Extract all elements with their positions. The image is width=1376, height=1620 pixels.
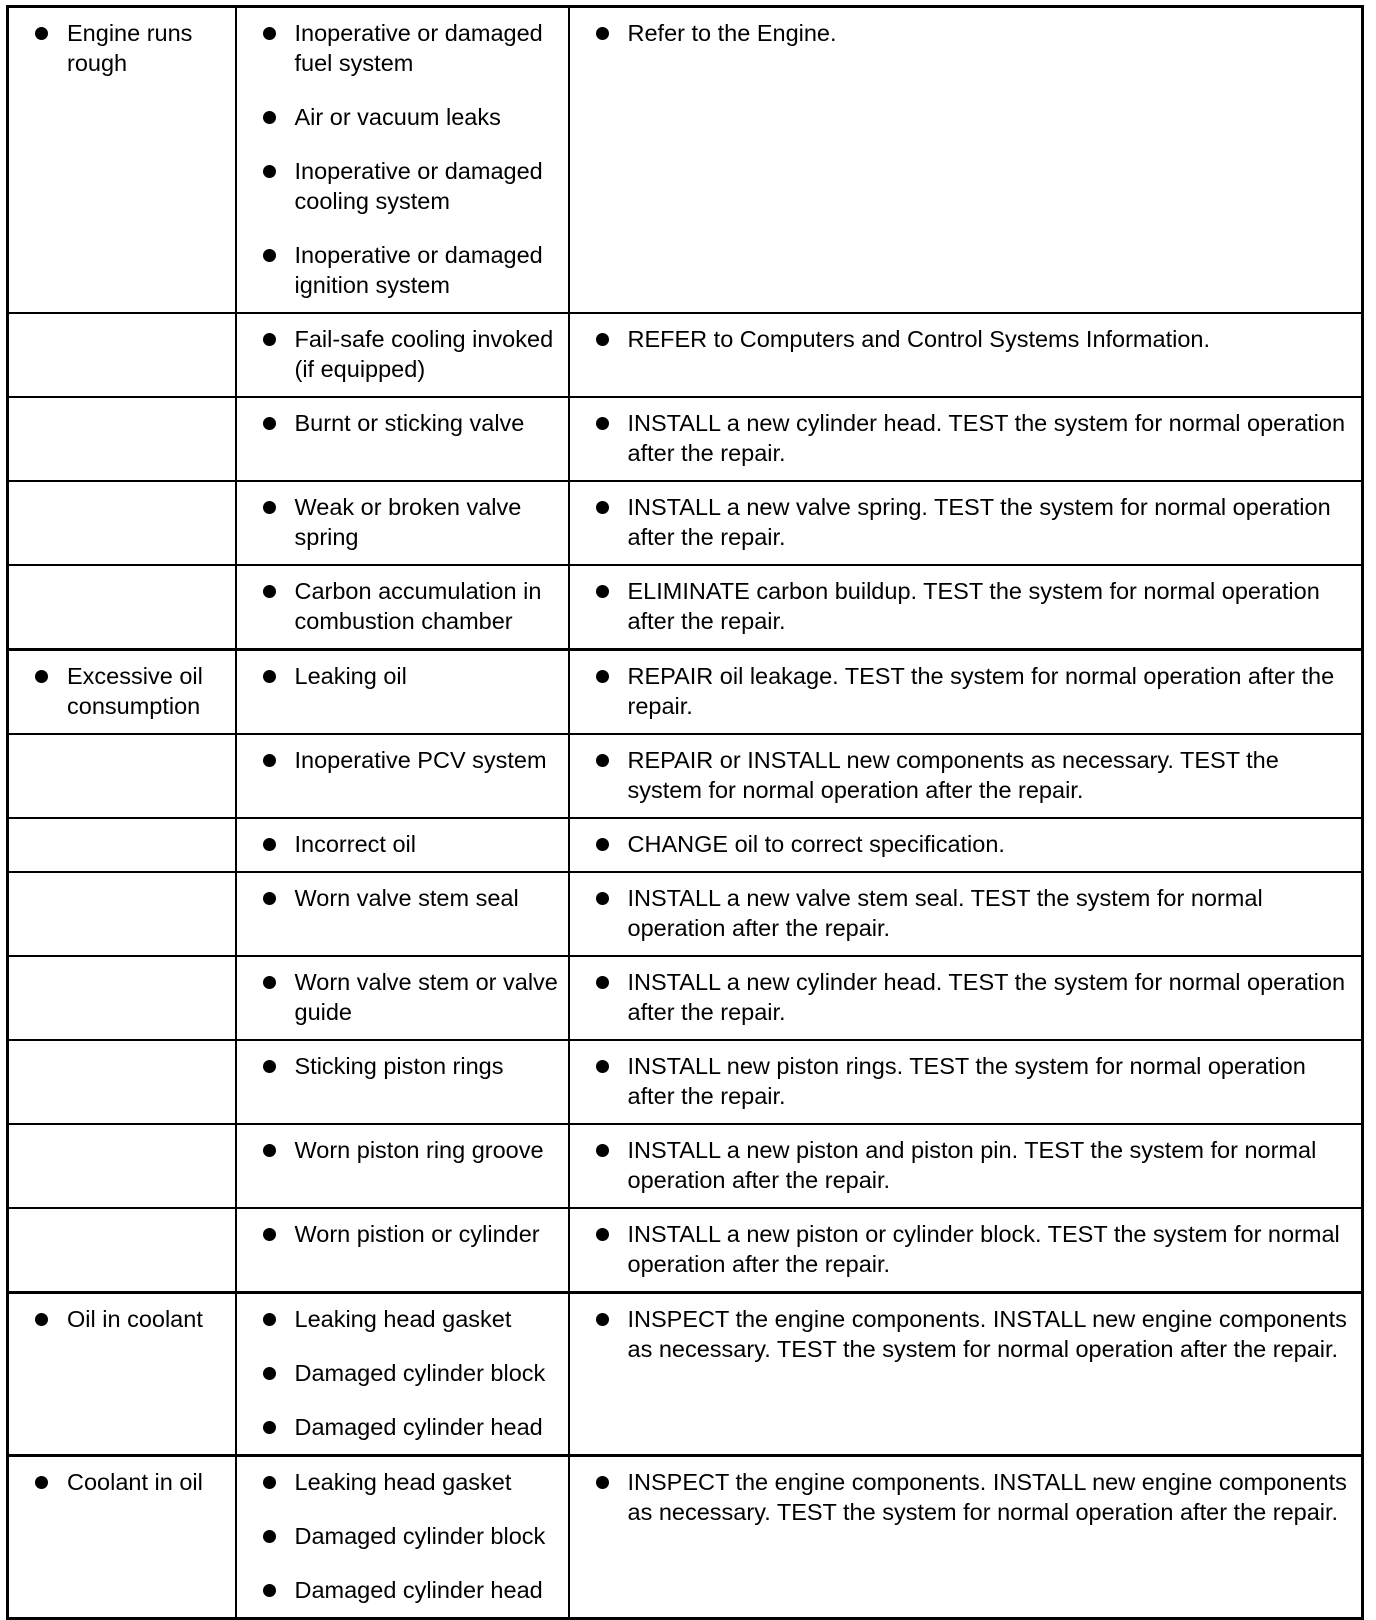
action-cell-list <box>580 576 1358 636</box>
cause-cell-text: Worn valve stem seal <box>294 885 519 911</box>
table-row <box>8 1456 1363 1619</box>
cause-cell-text: Worn piston ring groove <box>294 1137 544 1163</box>
bullet-icon <box>263 1228 276 1241</box>
condition-cell-list <box>19 1467 231 1497</box>
bullet-icon <box>263 1144 276 1157</box>
cause-cell <box>236 1456 569 1619</box>
action-cell-list <box>580 1135 1358 1195</box>
action-cell-text: INSTALL a new cylinder head. TEST the system for normal operation after the repair. <box>627 969 1346 1025</box>
bullet-icon <box>263 1313 276 1326</box>
cause-cell-list <box>247 492 564 552</box>
list-item <box>247 745 564 775</box>
list-item <box>580 18 1358 48</box>
list-item <box>580 967 1358 1027</box>
cause-cell-text: Damaged cylinder block <box>294 1523 546 1549</box>
action-cell-list <box>580 883 1358 943</box>
list-item <box>580 745 1358 805</box>
list-item <box>580 1051 1358 1111</box>
cause-cell-list <box>247 745 564 775</box>
bullet-icon <box>263 501 276 514</box>
bullet-icon <box>263 1530 276 1543</box>
list-item <box>19 1304 231 1334</box>
list-item <box>580 1135 1358 1195</box>
bullet-icon <box>263 1367 276 1380</box>
condition-cell <box>8 313 236 397</box>
bullet-icon <box>596 1060 609 1073</box>
table-row <box>8 734 1363 818</box>
list-item <box>247 576 564 636</box>
bullet-icon <box>263 585 276 598</box>
list-item <box>19 18 231 78</box>
action-cell-text: INSTALL new piston rings. TEST the system for normal operation after the repair. <box>627 1053 1306 1109</box>
list-item <box>580 883 1358 943</box>
cause-cell-text: Worn valve stem or valve guide <box>294 969 558 1025</box>
action-cell <box>569 1040 1363 1124</box>
list-item <box>247 829 564 859</box>
condition-cell <box>8 481 236 565</box>
list-item <box>247 967 564 1027</box>
cause-cell-list <box>247 1135 564 1165</box>
cause-cell-list <box>247 1304 564 1442</box>
cause-cell-text: Worn pistion or cylinder <box>294 1221 540 1247</box>
list-item <box>580 1467 1358 1527</box>
list-item <box>247 1304 564 1334</box>
action-cell <box>569 1456 1363 1619</box>
bullet-icon <box>596 1144 609 1157</box>
action-cell-list <box>580 1467 1358 1527</box>
action-cell-text: CHANGE oil to correct specification. <box>627 831 1005 857</box>
bullet-icon <box>596 838 609 851</box>
list-item <box>580 829 1358 859</box>
bullet-icon <box>263 1584 276 1597</box>
action-cell-list <box>580 1219 1358 1279</box>
cause-cell-list <box>247 18 564 300</box>
list-item <box>580 661 1358 721</box>
action-cell <box>569 818 1363 872</box>
cause-cell <box>236 956 569 1040</box>
condition-cell <box>8 397 236 481</box>
list-item <box>580 408 1358 468</box>
bullet-icon <box>596 1476 609 1489</box>
action-cell-list <box>580 1051 1358 1111</box>
list-item <box>19 1467 231 1497</box>
action-cell <box>569 481 1363 565</box>
action-cell-text: Refer to the Engine. <box>627 20 837 46</box>
list-item <box>247 1575 564 1605</box>
condition-cell <box>8 565 236 650</box>
cause-cell <box>236 650 569 735</box>
list-item <box>580 324 1358 354</box>
cause-cell <box>236 1208 569 1293</box>
bullet-icon <box>596 27 609 40</box>
table-body <box>8 7 1363 1619</box>
action-cell-text: REPAIR oil leakage. TEST the system for normal operation after the repair. <box>627 663 1335 719</box>
list-item <box>247 1219 564 1249</box>
table-row <box>8 1124 1363 1208</box>
cause-cell-text: Inoperative or damaged cooling system <box>294 158 543 214</box>
bullet-icon <box>35 1313 48 1326</box>
cause-cell-text: Leaking oil <box>294 663 407 689</box>
condition-cell-list <box>19 1304 231 1334</box>
condition-cell <box>8 650 236 735</box>
action-cell-list <box>580 18 1358 48</box>
cause-cell-text: Damaged cylinder block <box>294 1360 546 1386</box>
cause-cell-text: Leaking head gasket <box>294 1306 512 1332</box>
bullet-icon <box>35 1476 48 1489</box>
cause-cell-text: Burnt or sticking valve <box>294 410 525 436</box>
action-cell <box>569 313 1363 397</box>
condition-cell <box>8 1456 236 1619</box>
list-item <box>247 240 564 300</box>
cause-cell-text: Sticking piston rings <box>294 1053 504 1079</box>
action-cell <box>569 872 1363 956</box>
action-cell-list <box>580 324 1358 354</box>
bullet-icon <box>263 27 276 40</box>
cause-cell <box>236 7 569 314</box>
condition-cell <box>8 818 236 872</box>
action-cell-text: INSPECT the engine components. INSTALL new engine components as necessary. TEST the system for normal operation after the repair. <box>627 1306 1347 1362</box>
condition-cell-text: Oil in coolant <box>67 1306 203 1332</box>
condition-cell <box>8 7 236 314</box>
condition-cell <box>8 956 236 1040</box>
cause-cell-list <box>247 1467 564 1605</box>
list-item <box>247 18 564 78</box>
bullet-icon <box>263 670 276 683</box>
bullet-icon <box>596 501 609 514</box>
list-item <box>19 661 231 721</box>
table-row <box>8 650 1363 735</box>
bullet-icon <box>263 892 276 905</box>
cause-cell-list <box>247 324 564 384</box>
condition-cell <box>8 1293 236 1456</box>
bullet-icon <box>263 754 276 767</box>
action-cell-text: INSTALL a new piston or cylinder block. TEST the system for normal operation after the repair. <box>627 1221 1340 1277</box>
bullet-icon <box>263 333 276 346</box>
action-cell-list <box>580 745 1358 805</box>
action-cell <box>569 1208 1363 1293</box>
bullet-icon <box>596 417 609 430</box>
action-cell-text: INSTALL a new valve spring. TEST the system for normal operation after the repair. <box>627 494 1331 550</box>
action-cell <box>569 565 1363 650</box>
action-cell-text: INSPECT the engine components. INSTALL new engine components as necessary. TEST the system for normal operation after the repair. <box>627 1469 1347 1525</box>
list-item <box>580 1219 1358 1279</box>
bullet-icon <box>596 670 609 683</box>
cause-cell-text: Leaking head gasket <box>294 1469 512 1495</box>
action-cell <box>569 1293 1363 1456</box>
action-cell <box>569 956 1363 1040</box>
table-row <box>8 7 1363 314</box>
diagnosis-table <box>6 5 1364 1620</box>
bullet-icon <box>596 976 609 989</box>
action-cell-list <box>580 408 1358 468</box>
list-item <box>247 661 564 691</box>
list-item <box>580 576 1358 636</box>
condition-cell <box>8 1124 236 1208</box>
action-cell <box>569 1124 1363 1208</box>
cause-cell <box>236 481 569 565</box>
bullet-icon <box>596 333 609 346</box>
cause-cell-text: Inoperative or damaged ignition system <box>294 242 543 298</box>
cause-cell <box>236 734 569 818</box>
cause-cell <box>236 818 569 872</box>
bullet-icon <box>35 670 48 683</box>
bullet-icon <box>596 754 609 767</box>
action-cell-list <box>580 967 1358 1027</box>
action-cell-list <box>580 1304 1358 1364</box>
table-row <box>8 313 1363 397</box>
cause-cell <box>236 872 569 956</box>
bullet-icon <box>263 1421 276 1434</box>
bullet-icon <box>263 417 276 430</box>
table-row <box>8 481 1363 565</box>
condition-cell-text: Engine runs rough <box>67 20 193 76</box>
table-row <box>8 1293 1363 1456</box>
action-cell-text: REFER to Computers and Control Systems Information. <box>627 326 1210 352</box>
cause-cell <box>236 313 569 397</box>
cause-cell-list <box>247 1219 564 1249</box>
cause-cell-list <box>247 661 564 691</box>
cause-cell-text: Damaged cylinder head <box>294 1577 543 1603</box>
action-cell-list <box>580 661 1358 721</box>
cause-cell <box>236 1040 569 1124</box>
list-item <box>580 1304 1358 1364</box>
bullet-icon <box>596 892 609 905</box>
action-cell <box>569 7 1363 314</box>
table-row <box>8 956 1363 1040</box>
condition-cell <box>8 1208 236 1293</box>
action-cell-text: INSTALL a new cylinder head. TEST the system for normal operation after the repair. <box>627 410 1346 466</box>
bullet-icon <box>263 976 276 989</box>
bullet-icon <box>263 838 276 851</box>
action-cell-text: REPAIR or INSTALL new components as necessary. TEST the system for normal operation after the repair. <box>627 747 1279 803</box>
bullet-icon <box>263 111 276 124</box>
cause-cell <box>236 397 569 481</box>
cause-cell <box>236 565 569 650</box>
cause-cell-text: Inoperative or damaged fuel system <box>294 20 543 76</box>
cause-cell-text: Carbon accumulation in combustion chamber <box>294 578 542 634</box>
list-item <box>247 492 564 552</box>
bullet-icon <box>263 249 276 262</box>
cause-cell-list <box>247 967 564 1027</box>
condition-cell-text: Coolant in oil <box>67 1469 203 1495</box>
cause-cell-text: Inoperative PCV system <box>294 747 547 773</box>
condition-cell <box>8 1040 236 1124</box>
cause-cell-list <box>247 1051 564 1081</box>
cause-cell-text: Damaged cylinder head <box>294 1414 543 1440</box>
list-item <box>247 1412 564 1442</box>
list-item <box>247 324 564 384</box>
bullet-icon <box>596 585 609 598</box>
cause-cell-list <box>247 883 564 913</box>
bullet-icon <box>596 1313 609 1326</box>
cause-cell-list <box>247 576 564 636</box>
bullet-icon <box>263 1060 276 1073</box>
condition-cell-text: Excessive oil consumption <box>67 663 203 719</box>
bullet-icon <box>263 1476 276 1489</box>
cause-cell <box>236 1124 569 1208</box>
list-item <box>247 883 564 913</box>
condition-cell-list <box>19 18 231 78</box>
list-item <box>247 156 564 216</box>
action-cell <box>569 650 1363 735</box>
list-item <box>247 408 564 438</box>
cause-cell-text: Incorrect oil <box>294 831 416 857</box>
action-cell-text: INSTALL a new valve stem seal. TEST the system for normal operation after the repair. <box>627 885 1263 941</box>
action-cell-text: ELIMINATE carbon buildup. TEST the system for normal operation after the repair. <box>627 578 1320 634</box>
cause-cell-text: Fail-safe cooling invoked (if equipped) <box>294 326 554 382</box>
bullet-icon <box>263 165 276 178</box>
action-cell <box>569 734 1363 818</box>
cause-cell-list <box>247 829 564 859</box>
table-row <box>8 397 1363 481</box>
cause-cell-text: Weak or broken valve spring <box>294 494 522 550</box>
action-cell <box>569 397 1363 481</box>
cause-cell-list <box>247 408 564 438</box>
condition-cell <box>8 872 236 956</box>
table-row <box>8 872 1363 956</box>
condition-cell <box>8 734 236 818</box>
cause-cell-text: Air or vacuum leaks <box>294 104 501 130</box>
list-item <box>247 1051 564 1081</box>
table-row <box>8 1208 1363 1293</box>
table-row <box>8 818 1363 872</box>
action-cell-list <box>580 829 1358 859</box>
table-row <box>8 565 1363 650</box>
bullet-icon <box>35 27 48 40</box>
list-item <box>247 102 564 132</box>
list-item <box>247 1358 564 1388</box>
action-cell-text: INSTALL a new piston and piston pin. TEST the system for normal operation after the repair. <box>627 1137 1317 1193</box>
list-item <box>247 1135 564 1165</box>
condition-cell-list <box>19 661 231 721</box>
bullet-icon <box>596 1228 609 1241</box>
action-cell-list <box>580 492 1358 552</box>
list-item <box>247 1521 564 1551</box>
list-item <box>247 1467 564 1497</box>
table-row <box>8 1040 1363 1124</box>
list-item <box>580 492 1358 552</box>
cause-cell <box>236 1293 569 1456</box>
